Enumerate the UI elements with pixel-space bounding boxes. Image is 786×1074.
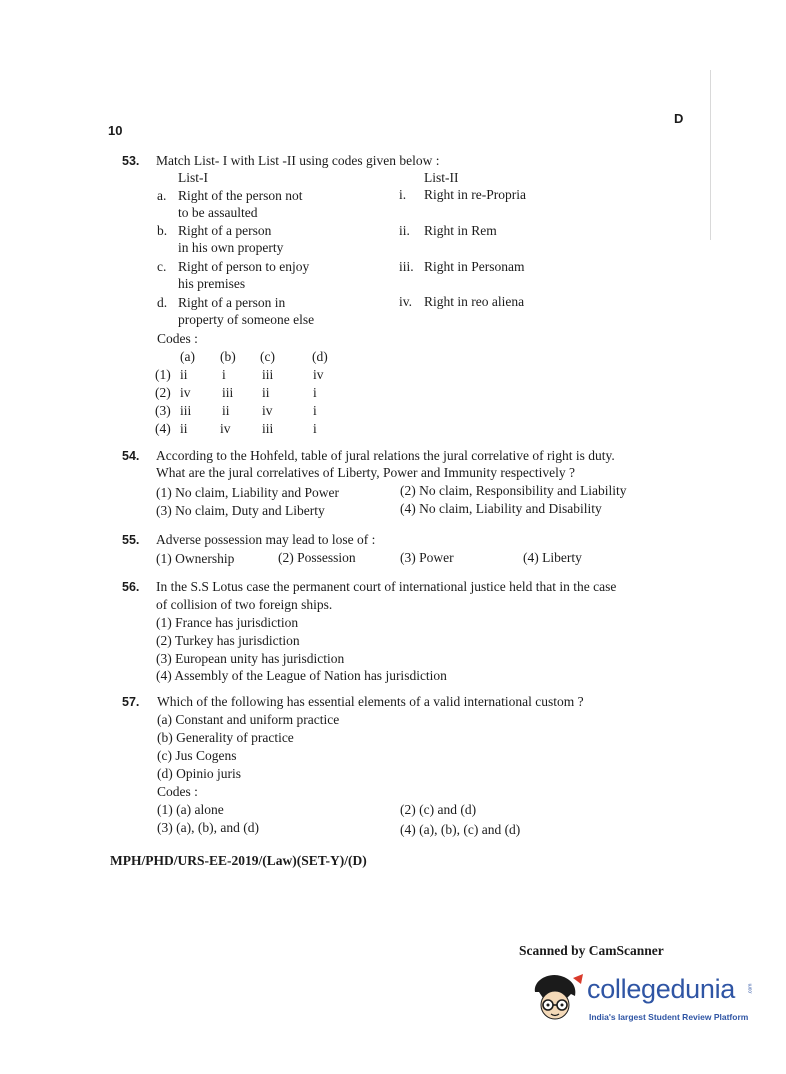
code-cell: iv <box>262 403 273 418</box>
code-cell: ii <box>262 385 270 400</box>
code-cell: iv <box>180 385 191 400</box>
code-cell: iii <box>180 403 192 418</box>
list2-key: iii. <box>399 259 414 274</box>
code-cell: i <box>313 403 317 418</box>
list2-header: List-II <box>424 170 459 185</box>
page-number: 10 <box>108 123 123 138</box>
codes-label: Codes : <box>157 784 198 799</box>
list2-item: Right in reo aliena <box>424 294 525 309</box>
answer-option: (2) (c) and (d) <box>400 802 477 817</box>
list1-item-cont: property of someone else <box>178 312 315 327</box>
list1-item: Right of a person in <box>178 295 286 310</box>
question-number: 57. <box>122 695 140 709</box>
question-stem: Match List- I with List -II using codes given below : <box>156 153 440 168</box>
logo-domain-suffix: .com <box>747 983 754 995</box>
answer-option: (3) (a), (b), and (d) <box>157 820 259 835</box>
answer-option: (1) Ownership <box>156 551 235 566</box>
set-letter: D <box>674 111 684 126</box>
list2-item: Right in Rem <box>424 223 497 238</box>
list1-item-cont: his premises <box>178 276 246 291</box>
logo-tagline: India's largest Student Review Platform <box>589 1012 749 1022</box>
code-option: (3) <box>155 403 171 418</box>
code-cell: iii <box>262 421 274 436</box>
list1-item: Right of a person <box>178 223 272 238</box>
list1-item-cont: in his own property <box>178 240 284 255</box>
list1-key: c. <box>157 259 167 274</box>
answer-option: (4) (a), (b), (c) and (d) <box>400 822 521 837</box>
list2-key: ii. <box>399 223 410 238</box>
question-number: 53. <box>122 154 140 168</box>
list2-key: iv. <box>399 294 412 309</box>
code-header: (d) <box>312 349 328 364</box>
list-item: (d) Opinio juris <box>157 766 241 781</box>
question-stem: Which of the following has essential elements of a valid international custom ? <box>157 694 584 709</box>
list-item: (a) Constant and uniform practice <box>157 712 340 727</box>
codes-label: Codes : <box>157 331 198 346</box>
answer-option: (3) European unity has jurisdiction <box>156 651 345 666</box>
code-cell: ii <box>222 403 230 418</box>
question-number: 55. <box>122 533 140 547</box>
scan-edge-line <box>710 70 711 240</box>
list1-header: List-I <box>178 170 208 185</box>
list-item: (c) Jus Cogens <box>157 748 237 763</box>
scanner-watermark: Scanned by CamScanner <box>519 943 664 958</box>
code-cell: ii <box>180 367 188 382</box>
list1-item-cont: to be assaulted <box>178 205 258 220</box>
code-cell: i <box>222 367 226 382</box>
answer-option: (1) (a) alone <box>157 802 224 817</box>
list-item: (b) Generality of practice <box>157 730 294 745</box>
question-stem: According to the Hohfeld, table of jural relations the jural correlative of right is duty. <box>156 448 615 463</box>
list1-key: b. <box>157 223 168 238</box>
question-stem-cont: of collision of two foreign ships. <box>156 597 333 612</box>
collegedunia-logo <box>527 970 757 1030</box>
code-option: (4) <box>155 421 171 436</box>
code-header: (a) <box>180 349 195 364</box>
answer-option: (1) France has jurisdiction <box>156 615 299 630</box>
list1-key: a. <box>157 188 167 203</box>
answer-option: (4) No claim, Liability and Disability <box>400 501 602 516</box>
answer-option: (4) Assembly of the League of Nation has jurisdiction <box>156 668 447 683</box>
question-number: 54. <box>122 449 140 463</box>
list2-key: i. <box>399 187 407 202</box>
answer-option: (4) Liberty <box>523 550 582 565</box>
answer-option: (2) Turkey has jurisdiction <box>156 633 300 648</box>
code-cell: iii <box>222 385 234 400</box>
code-option: (2) <box>155 385 171 400</box>
code-header: (c) <box>260 349 275 364</box>
question-number: 56. <box>122 580 140 594</box>
logo-wordmark: collegedunia <box>587 974 736 1004</box>
question-stem: Adverse possession may lead to lose of : <box>156 532 376 547</box>
list1-key: d. <box>157 295 168 310</box>
code-cell: ii <box>180 421 188 436</box>
code-cell: i <box>313 385 317 400</box>
answer-option: (2) No claim, Responsibility and Liability <box>400 483 627 498</box>
answer-option: (1) No claim, Liability and Power <box>156 485 339 500</box>
code-cell: iii <box>262 367 274 382</box>
question-stem: In the S.S Lotus case the permanent court of international justice held that in the case <box>156 579 617 594</box>
answer-option: (3) No claim, Duty and Liberty <box>156 503 325 518</box>
list2-item: Right in Personam <box>424 259 525 274</box>
footer-code: MPH/PHD/URS-EE-2019/(Law)(SET-Y)/(D) <box>110 853 367 868</box>
answer-option: (2) Possession <box>278 550 356 565</box>
question-stem-cont: What are the jural correlatives of Liberty, Power and Immunity respectively ? <box>156 465 575 480</box>
code-header: (b) <box>220 349 236 364</box>
code-cell: iv <box>313 367 324 382</box>
answer-option: (3) Power <box>400 550 454 565</box>
code-cell: i <box>313 421 317 436</box>
list1-item: Right of person to enjoy <box>178 259 310 274</box>
list2-item: Right in re-Propria <box>424 187 526 202</box>
list1-item: Right of the person not <box>178 188 303 203</box>
mascot-icon <box>527 970 585 1028</box>
code-cell: iv <box>220 421 231 436</box>
code-option: (1) <box>155 367 171 382</box>
